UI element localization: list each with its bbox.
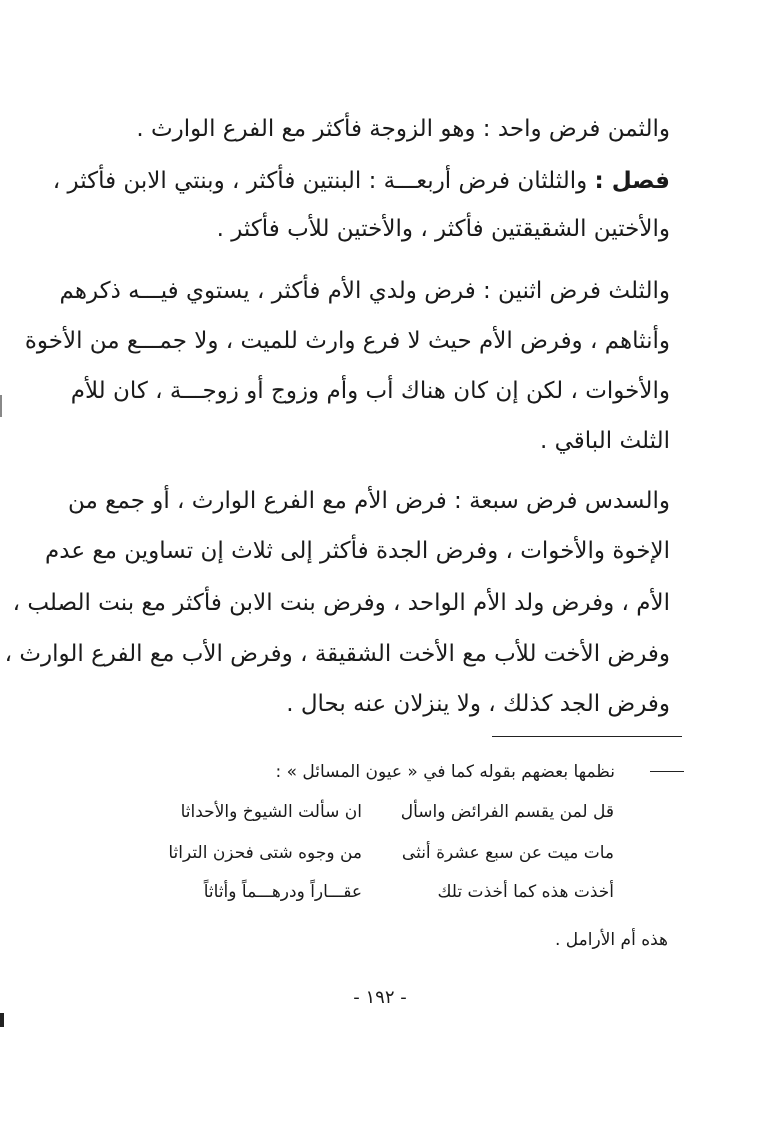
verse-2-right: مات ميت عن سبع عشرة أنثى: [401, 843, 614, 863]
footnote-separator: [492, 736, 682, 737]
text-line-p2-1-body: والثلثان فرض أربعـــة : البنتين فأكثر ، وبنتي الابن فأكثر ،: [52, 168, 588, 194]
text-line-p4-5: وفرض الجد كذلك ، ولا ينزلان عنه بحال .: [286, 691, 670, 717]
scan-edge-mark-top: [0, 395, 2, 417]
text-line-p1-1: والثمن فرض واحد : وهو الزوجة فأكثر مع الفرع الوارث .: [136, 116, 670, 142]
section-heading-fasl: فصل :: [594, 168, 670, 194]
text-line-p3-4: الثلث الباقي .: [540, 428, 670, 454]
verse-3-right: أخذت هذه كما أخذت تلك: [437, 882, 614, 902]
verse-3-left: عقـــاراً ودرهـــماً وأثاثاً: [203, 882, 362, 902]
text-line-p4-1: والسدس فرض سبعة : فرض الأم مع الفرع الوارث ، أو جمع من: [68, 488, 670, 514]
text-line-p3-2: وأنثاهم ، وفرض الأم حيث لا فرع وارث للميت ، ولا جمـــع من الأخوة: [24, 328, 670, 354]
verse-2-left: من وجوه شتى فحزن التراثا: [168, 843, 362, 863]
text-line-p2-1: [52, 168, 670, 194]
footnote-marker-dash: [650, 771, 684, 772]
verse-1-right: قل لمن يقسم الفرائض واسأل: [400, 802, 614, 822]
text-line-p4-2: الإخوة والأخوات ، وفرض الجدة فأكثر إلى ثلاث إن تساوين مع عدم: [45, 538, 670, 564]
verse-1-left: ان سألت الشيوخ والأحداثا: [180, 802, 362, 822]
text-line-p2-2: والأختين الشقيقتين فأكثر ، والأختين للأب فأكثر .: [216, 216, 670, 242]
footnote-intro: نظمها بعضهم بقوله كما في « عيون المسائل » :: [275, 762, 615, 782]
scan-edge-mark-bottom: [0, 1013, 4, 1027]
text-line-p3-1: والثلث فرض اثنين : فرض ولدي الأم فأكثر ، يستوي فيـــه ذكرهم: [59, 278, 670, 304]
text-line-p4-4: وفرض الأخت للأب مع الأخت الشقيقة ، وفرض الأب مع الفرع الوارث ،: [4, 641, 670, 667]
text-line-p3-3: والأخوات ، لكن إن كان هناك أب وأم وزوج أو زوجـــة ، كان للأم: [70, 378, 670, 404]
footnote-closing: هذه أم الأرامل .: [555, 930, 668, 950]
text-line-p4-3: الأم ، وفرض ولد الأم الواحد ، وفرض بنت الابن فأكثر مع بنت الصلب ،: [12, 590, 670, 616]
page-number: - ١٩٢ -: [353, 987, 407, 1008]
